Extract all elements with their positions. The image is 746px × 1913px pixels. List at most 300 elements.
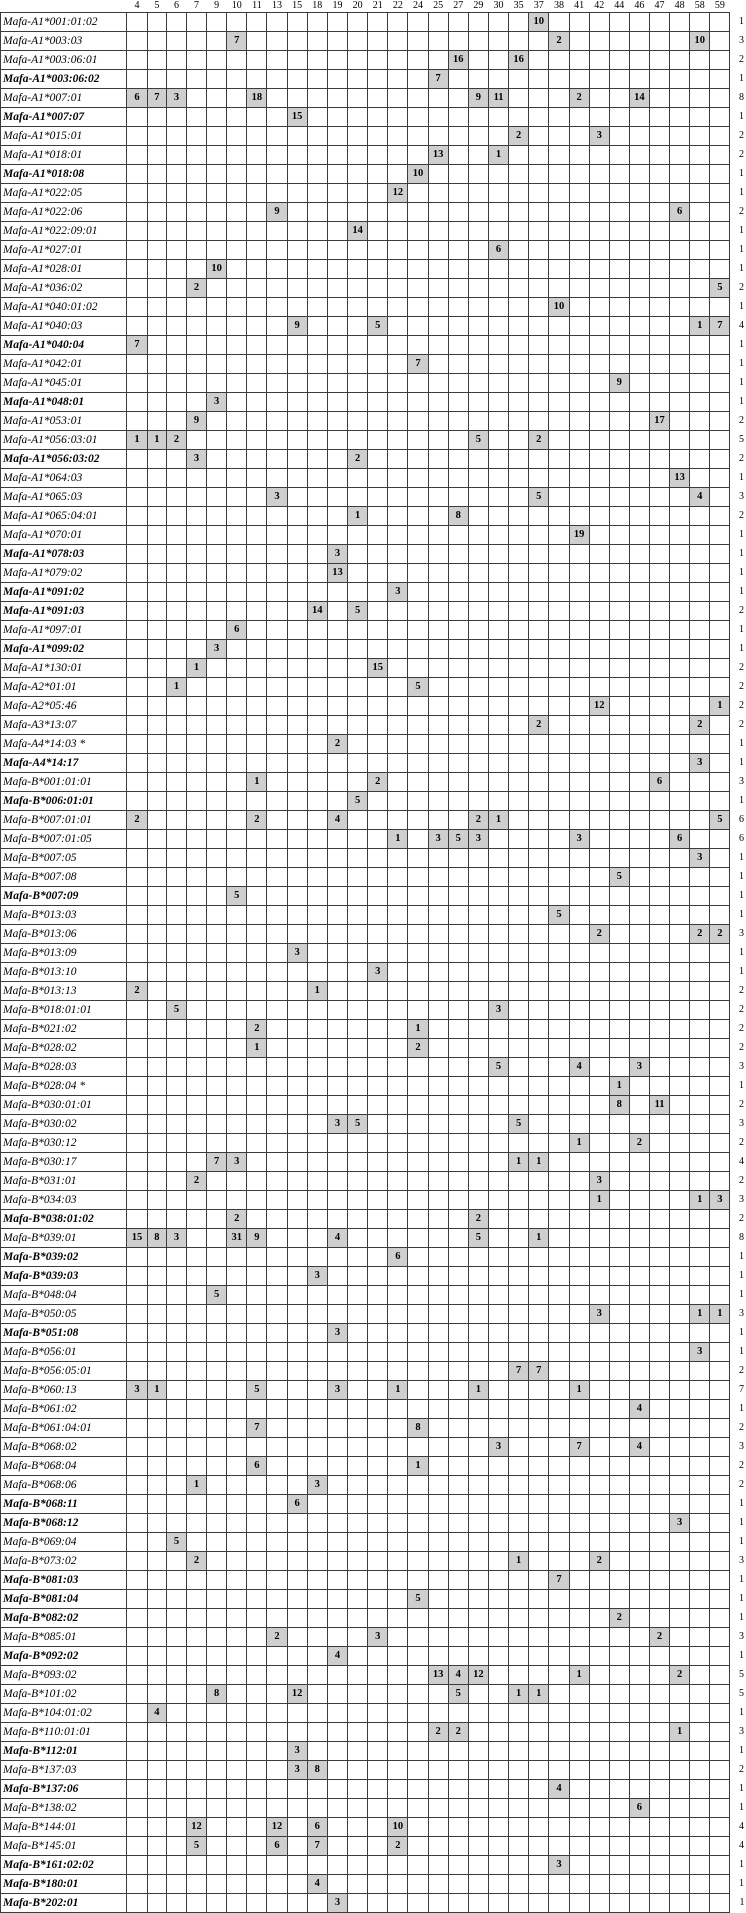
- empty-cell: [670, 1609, 690, 1628]
- empty-cell: [388, 735, 408, 754]
- empty-cell: [186, 526, 206, 545]
- empty-cell: [267, 1476, 287, 1495]
- empty-cell: [428, 1267, 448, 1286]
- allele-name: Mafa-A1*079:02: [1, 564, 127, 583]
- empty-cell: [609, 602, 629, 621]
- empty-cell: [247, 792, 267, 811]
- empty-cell: [368, 1001, 388, 1020]
- empty-cell: [408, 1286, 428, 1305]
- empty-cell: [670, 70, 690, 89]
- empty-cell: [388, 1666, 408, 1685]
- empty-cell: [127, 1191, 147, 1210]
- empty-cell: [147, 1248, 167, 1267]
- empty-cell: [186, 298, 206, 317]
- empty-cell: [629, 1894, 649, 1913]
- empty-cell: [267, 982, 287, 1001]
- empty-cell: [287, 1362, 307, 1381]
- empty-cell: [327, 1666, 347, 1685]
- empty-cell: [287, 1343, 307, 1362]
- empty-cell: [127, 1552, 147, 1571]
- empty-cell: [147, 754, 167, 773]
- empty-cell: [569, 1400, 589, 1419]
- empty-cell: [408, 1172, 428, 1191]
- count-cell: 7: [247, 1419, 267, 1438]
- empty-cell: [448, 697, 468, 716]
- empty-cell: [307, 469, 327, 488]
- empty-cell: [690, 165, 710, 184]
- empty-cell: [287, 849, 307, 868]
- empty-cell: [649, 602, 669, 621]
- empty-cell: [589, 1039, 609, 1058]
- empty-cell: [629, 1533, 649, 1552]
- empty-cell: [147, 659, 167, 678]
- allele-name: Mafa-A1*015:01: [1, 127, 127, 146]
- empty-cell: [147, 1286, 167, 1305]
- empty-cell: [186, 317, 206, 336]
- empty-cell: [307, 811, 327, 830]
- empty-cell: [267, 70, 287, 89]
- empty-cell: [227, 678, 247, 697]
- empty-cell: [448, 260, 468, 279]
- empty-cell: [448, 298, 468, 317]
- count-cell: 1: [247, 773, 267, 792]
- empty-cell: [147, 1115, 167, 1134]
- empty-cell: [509, 1799, 529, 1818]
- empty-cell: [307, 222, 327, 241]
- empty-cell: [127, 1210, 147, 1229]
- empty-cell: [207, 1381, 227, 1400]
- empty-cell: [649, 127, 669, 146]
- empty-cell: [186, 1324, 206, 1343]
- empty-cell: [489, 1381, 509, 1400]
- empty-cell: [710, 1647, 730, 1666]
- empty-cell: [287, 754, 307, 773]
- empty-cell: [609, 1514, 629, 1533]
- empty-cell: [167, 1438, 187, 1457]
- empty-cell: [307, 1286, 327, 1305]
- empty-cell: [629, 678, 649, 697]
- table-row: [1, 1438, 746, 1457]
- empty-cell: [468, 1761, 488, 1780]
- empty-cell: [388, 1761, 408, 1780]
- empty-cell: [388, 70, 408, 89]
- empty-cell: [186, 1894, 206, 1913]
- empty-cell: [287, 545, 307, 564]
- empty-cell: [127, 716, 147, 735]
- empty-cell: [468, 1856, 488, 1875]
- empty-cell: [468, 773, 488, 792]
- empty-cell: [227, 1647, 247, 1666]
- empty-cell: [127, 1628, 147, 1647]
- empty-cell: [589, 1533, 609, 1552]
- empty-cell: [247, 1267, 267, 1286]
- empty-cell: [127, 1894, 147, 1913]
- count-cell: 11: [489, 89, 509, 108]
- empty-cell: [489, 1723, 509, 1742]
- empty-cell: [609, 887, 629, 906]
- row-total: 2: [739, 1365, 744, 1376]
- empty-cell: [428, 678, 448, 697]
- count-cell: 15: [127, 1229, 147, 1248]
- empty-cell: [127, 1780, 147, 1799]
- empty-cell: [327, 1761, 347, 1780]
- empty-cell: [710, 1058, 730, 1077]
- empty-cell: [348, 279, 368, 298]
- empty-cell: [549, 1419, 569, 1438]
- empty-cell: [307, 1400, 327, 1419]
- empty-cell: [549, 317, 569, 336]
- empty-cell: [549, 1400, 569, 1419]
- empty-cell: [147, 716, 167, 735]
- empty-cell: [348, 1723, 368, 1742]
- empty-cell: [589, 1457, 609, 1476]
- empty-cell: [670, 1039, 690, 1058]
- empty-cell: [670, 89, 690, 108]
- empty-cell: [388, 1229, 408, 1248]
- empty-cell: [227, 1723, 247, 1742]
- empty-cell: [589, 982, 609, 1001]
- empty-cell: [307, 1362, 327, 1381]
- empty-cell: [327, 526, 347, 545]
- count-cell: 15: [368, 659, 388, 678]
- empty-cell: [287, 336, 307, 355]
- empty-cell: [569, 298, 589, 317]
- empty-cell: [448, 1115, 468, 1134]
- corner-header: [1, 0, 127, 13]
- empty-cell: [489, 317, 509, 336]
- empty-cell: [147, 1438, 167, 1457]
- empty-cell: [348, 1039, 368, 1058]
- empty-cell: [307, 868, 327, 887]
- empty-cell: [408, 1647, 428, 1666]
- empty-cell: [609, 1647, 629, 1666]
- empty-cell: [670, 1894, 690, 1913]
- empty-cell: [327, 1438, 347, 1457]
- empty-cell: [247, 469, 267, 488]
- empty-cell: [710, 868, 730, 887]
- empty-cell: [529, 1495, 549, 1514]
- empty-cell: [247, 108, 267, 127]
- table-row: [1, 1723, 746, 1742]
- empty-cell: [629, 70, 649, 89]
- empty-cell: [629, 241, 649, 260]
- empty-cell: [147, 1685, 167, 1704]
- count-cell: 1: [489, 146, 509, 165]
- empty-cell: [127, 1818, 147, 1837]
- empty-cell: [127, 1020, 147, 1039]
- empty-cell: [267, 184, 287, 203]
- empty-cell: [629, 868, 649, 887]
- empty-cell: [629, 545, 649, 564]
- empty-cell: [609, 1457, 629, 1476]
- empty-cell: [127, 1286, 147, 1305]
- empty-cell: [489, 1096, 509, 1115]
- column-header: 15: [292, 0, 303, 11]
- empty-cell: [147, 317, 167, 336]
- count-cell: 2: [186, 279, 206, 298]
- empty-cell: [167, 1666, 187, 1685]
- empty-cell: [569, 735, 589, 754]
- empty-cell: [287, 659, 307, 678]
- count-cell: 8: [408, 1419, 428, 1438]
- empty-cell: [207, 1039, 227, 1058]
- empty-cell: [167, 1267, 187, 1286]
- empty-cell: [509, 1096, 529, 1115]
- empty-cell: [609, 431, 629, 450]
- empty-cell: [147, 469, 167, 488]
- empty-cell: [589, 1001, 609, 1020]
- empty-cell: [287, 507, 307, 526]
- empty-cell: [670, 355, 690, 374]
- empty-cell: [609, 1343, 629, 1362]
- empty-cell: [629, 317, 649, 336]
- empty-cell: [267, 811, 287, 830]
- empty-cell: [649, 1172, 669, 1191]
- empty-cell: [127, 906, 147, 925]
- allele-name: Mafa-B*007:01:05: [1, 830, 127, 849]
- empty-cell: [428, 564, 448, 583]
- row-total: 1: [739, 757, 744, 768]
- empty-cell: [207, 1571, 227, 1590]
- empty-cell: [307, 393, 327, 412]
- empty-cell: [207, 773, 227, 792]
- empty-cell: [428, 1894, 448, 1913]
- empty-cell: [127, 507, 147, 526]
- empty-cell: [207, 13, 227, 32]
- empty-cell: [629, 1191, 649, 1210]
- allele-name: Mafa-B*028:03: [1, 1058, 127, 1077]
- empty-cell: [629, 1267, 649, 1286]
- empty-cell: [348, 241, 368, 260]
- row-total: 1: [739, 1327, 744, 1338]
- empty-cell: [710, 1875, 730, 1894]
- empty-cell: [207, 146, 227, 165]
- empty-cell: [368, 1647, 388, 1666]
- empty-cell: [247, 374, 267, 393]
- empty-cell: [267, 32, 287, 51]
- empty-cell: [267, 412, 287, 431]
- allele-name: Mafa-B*180:01: [1, 1875, 127, 1894]
- empty-cell: [589, 146, 609, 165]
- count-cell: 1: [569, 1381, 589, 1400]
- empty-cell: [509, 1609, 529, 1628]
- count-cell: 3: [287, 944, 307, 963]
- empty-cell: [348, 1077, 368, 1096]
- empty-cell: [589, 1571, 609, 1590]
- empty-cell: [448, 640, 468, 659]
- empty-cell: [307, 165, 327, 184]
- empty-cell: [127, 564, 147, 583]
- empty-cell: [569, 184, 589, 203]
- empty-cell: [690, 1077, 710, 1096]
- column-header: 5: [154, 0, 160, 11]
- table-row: [1, 1875, 746, 1894]
- empty-cell: [609, 146, 629, 165]
- empty-cell: [609, 317, 629, 336]
- empty-cell: [448, 1571, 468, 1590]
- empty-cell: [589, 374, 609, 393]
- empty-cell: [368, 1571, 388, 1590]
- empty-cell: [569, 393, 589, 412]
- empty-cell: [287, 925, 307, 944]
- empty-cell: [710, 1077, 730, 1096]
- empty-cell: [267, 1172, 287, 1191]
- empty-cell: [167, 830, 187, 849]
- empty-cell: [710, 1495, 730, 1514]
- empty-cell: [509, 1533, 529, 1552]
- empty-cell: [408, 1191, 428, 1210]
- empty-cell: [690, 1134, 710, 1153]
- empty-cell: [529, 1400, 549, 1419]
- empty-cell: [147, 450, 167, 469]
- empty-cell: [529, 830, 549, 849]
- empty-cell: [690, 1742, 710, 1761]
- row-total: 4: [739, 1840, 744, 1851]
- empty-cell: [227, 1856, 247, 1875]
- empty-cell: [448, 336, 468, 355]
- empty-cell: [287, 792, 307, 811]
- row-total: 2: [739, 1460, 744, 1471]
- table-row: [1, 1590, 746, 1609]
- empty-cell: [629, 165, 649, 184]
- empty-cell: [247, 146, 267, 165]
- empty-cell: [388, 1134, 408, 1153]
- empty-cell: [428, 963, 448, 982]
- empty-cell: [549, 944, 569, 963]
- empty-cell: [127, 260, 147, 279]
- empty-cell: [207, 1495, 227, 1514]
- empty-cell: [690, 545, 710, 564]
- empty-cell: [448, 1609, 468, 1628]
- empty-cell: [348, 811, 368, 830]
- table-row: [1, 241, 746, 260]
- empty-cell: [327, 1799, 347, 1818]
- empty-cell: [489, 184, 509, 203]
- empty-cell: [388, 89, 408, 108]
- empty-cell: [509, 1875, 529, 1894]
- empty-cell: [509, 1172, 529, 1191]
- empty-cell: [468, 754, 488, 773]
- empty-cell: [609, 279, 629, 298]
- empty-cell: [448, 1875, 468, 1894]
- empty-cell: [247, 1210, 267, 1229]
- empty-cell: [529, 1077, 549, 1096]
- empty-cell: [489, 1343, 509, 1362]
- empty-cell: [147, 108, 167, 127]
- count-cell: 5: [529, 488, 549, 507]
- empty-cell: [267, 1400, 287, 1419]
- empty-cell: [690, 431, 710, 450]
- empty-cell: [428, 1324, 448, 1343]
- empty-cell: [127, 849, 147, 868]
- empty-cell: [428, 450, 448, 469]
- empty-cell: [690, 1628, 710, 1647]
- empty-cell: [589, 1514, 609, 1533]
- empty-cell: [448, 1438, 468, 1457]
- empty-cell: [186, 1400, 206, 1419]
- empty-cell: [428, 1001, 448, 1020]
- empty-cell: [690, 127, 710, 146]
- empty-cell: [549, 355, 569, 374]
- empty-cell: [227, 1780, 247, 1799]
- empty-cell: [649, 1267, 669, 1286]
- empty-cell: [670, 1495, 690, 1514]
- empty-cell: [408, 108, 428, 127]
- empty-cell: [207, 1324, 227, 1343]
- count-cell: 1: [388, 830, 408, 849]
- empty-cell: [468, 792, 488, 811]
- count-cell: 1: [186, 1476, 206, 1495]
- empty-cell: [267, 735, 287, 754]
- empty-cell: [629, 754, 649, 773]
- empty-cell: [529, 1438, 549, 1457]
- count-cell: 1: [388, 1381, 408, 1400]
- empty-cell: [609, 127, 629, 146]
- empty-cell: [186, 1343, 206, 1362]
- empty-cell: [408, 1894, 428, 1913]
- empty-cell: [207, 621, 227, 640]
- empty-cell: [388, 773, 408, 792]
- empty-cell: [629, 735, 649, 754]
- empty-cell: [629, 146, 649, 165]
- empty-cell: [327, 1077, 347, 1096]
- empty-cell: [147, 1476, 167, 1495]
- empty-cell: [287, 1096, 307, 1115]
- empty-cell: [167, 1248, 187, 1267]
- empty-cell: [509, 1628, 529, 1647]
- empty-cell: [649, 336, 669, 355]
- empty-cell: [529, 1780, 549, 1799]
- empty-cell: [167, 1552, 187, 1571]
- empty-cell: [529, 241, 549, 260]
- empty-cell: [127, 317, 147, 336]
- empty-cell: [327, 1495, 347, 1514]
- empty-cell: [670, 298, 690, 317]
- empty-cell: [368, 1172, 388, 1191]
- empty-cell: [147, 1666, 167, 1685]
- empty-cell: [307, 545, 327, 564]
- empty-cell: [368, 1343, 388, 1362]
- empty-cell: [489, 1248, 509, 1267]
- count-cell: 2: [127, 811, 147, 830]
- empty-cell: [529, 640, 549, 659]
- empty-cell: [167, 51, 187, 70]
- empty-cell: [509, 108, 529, 127]
- empty-cell: [388, 51, 408, 70]
- empty-cell: [327, 1343, 347, 1362]
- empty-cell: [589, 507, 609, 526]
- empty-cell: [428, 659, 448, 678]
- empty-cell: [569, 1552, 589, 1571]
- empty-cell: [227, 1685, 247, 1704]
- empty-cell: [549, 488, 569, 507]
- count-cell: 1: [690, 1305, 710, 1324]
- empty-cell: [147, 165, 167, 184]
- empty-cell: [388, 241, 408, 260]
- empty-cell: [327, 393, 347, 412]
- empty-cell: [368, 1457, 388, 1476]
- row-total: 1: [739, 244, 744, 255]
- empty-cell: [207, 1514, 227, 1533]
- empty-cell: [186, 355, 206, 374]
- empty-cell: [609, 393, 629, 412]
- empty-cell: [388, 1514, 408, 1533]
- empty-cell: [569, 868, 589, 887]
- empty-cell: [549, 89, 569, 108]
- allele-name: Mafa-B*028:02: [1, 1039, 127, 1058]
- empty-cell: [287, 89, 307, 108]
- empty-cell: [489, 830, 509, 849]
